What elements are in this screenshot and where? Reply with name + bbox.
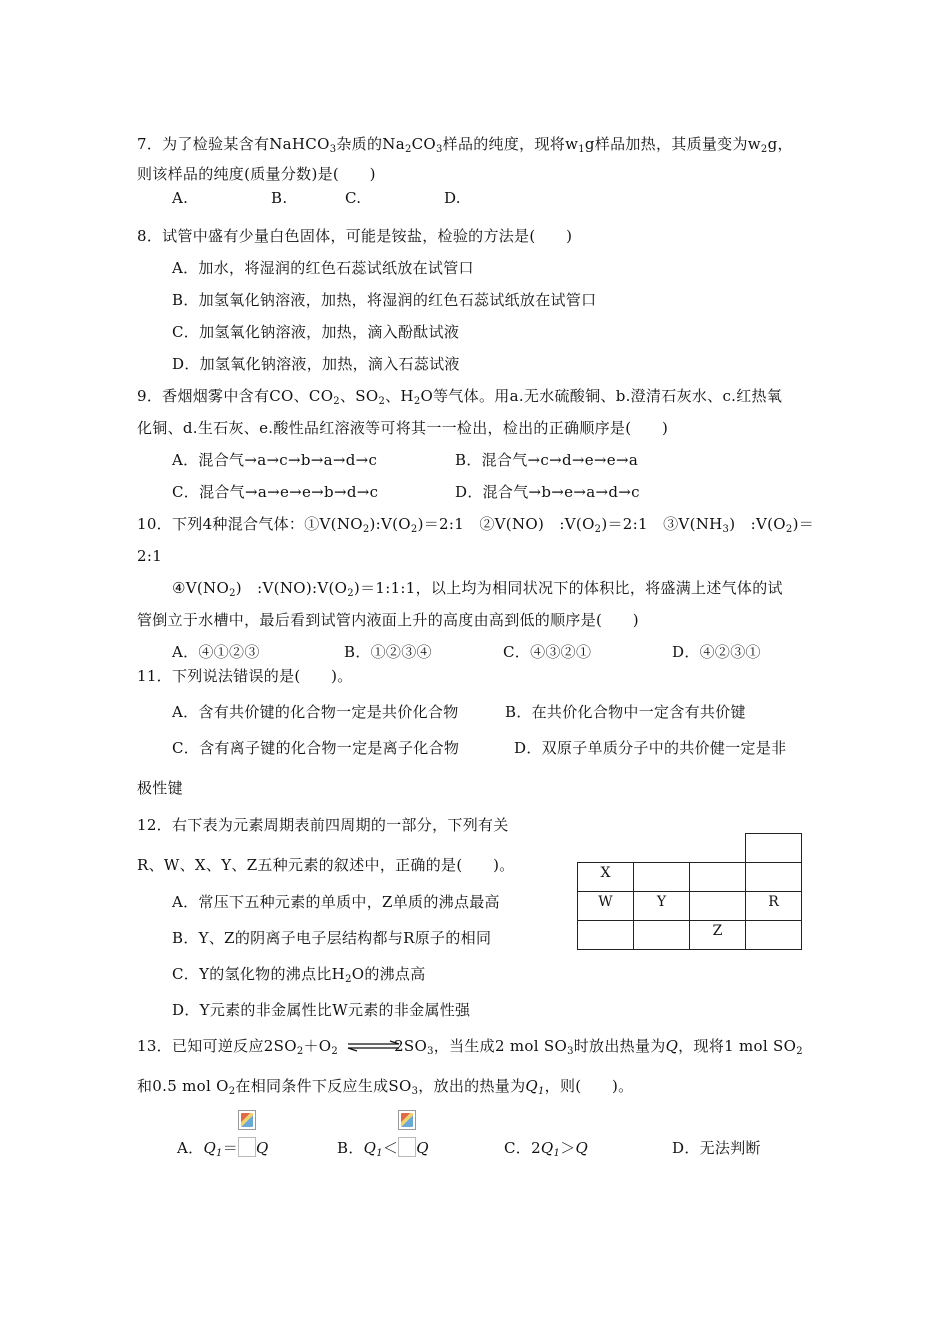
subscript: 3 [435,144,443,155]
var-q1: Q [203,1139,217,1157]
table-cell [746,863,802,892]
q10-line4: 管倒立于水槽中，最后看到试管内液面上升的高度由高到低的顺序是( ) [137,611,639,629]
q11-option-d-cont: 极性键 [137,779,183,797]
q7-text: 样品的纯度，现将 [442,135,566,153]
subscript: 2 [404,144,412,155]
q10-line1 [137,513,814,535]
subscript: 2 [594,524,602,535]
relation-symbol: ＞ [560,1139,576,1157]
q9-line1 [137,385,782,407]
q10-text: ④V(NO [172,579,230,597]
subscript: 2 [347,588,354,599]
table-cell [746,921,802,950]
q12-line2: R、W、X、Y、Z五种元素的叙述中，正确的是( )。 [137,856,515,874]
q12-option-a: A．常压下五种元素的单质中，Z单质的沸点最高 [172,893,500,911]
q11-option-b: B．在共价化合物中一定含有共价键 [505,703,746,721]
q10-option-a: A．④①②③ [172,643,260,661]
subscript: 1 [553,1148,561,1159]
q11-option-a: A．含有共价键的化合物一定是共价化合物 [172,703,459,721]
table-cell-x: X [578,863,634,892]
q10-text: )＝2:1 ③V(NH [601,515,723,533]
table-cell [634,834,690,863]
q13-line2 [137,1075,633,1097]
subscript: 3 [567,1046,574,1057]
q9-line2: 化铜、d.生石灰、e.酸性品红溶液等可将其一一检出，检出的正确顺序是( ) [137,419,669,437]
subscript: 1 [538,1086,545,1097]
q8-option-b: B．加氢氧化钠溶液，加热，将湿润的红色石蕊试纸放在试管口 [172,291,597,309]
subscript: 2 [410,524,418,535]
q7-option-d: D. [444,189,461,207]
q10-text: )＝2:1 ②V(NO) :V(O [417,515,595,533]
subscript: 3 [411,1086,419,1097]
q11-option-c: C．含有离子键的化合物一定是离子化合物 [172,739,460,757]
q8-stem: 8．试管中盛有少量白色固体，可能是铵盐，检验的方法是( ) [137,227,573,245]
q13-text: ＋O [303,1037,332,1055]
q13-option-a [177,1137,269,1159]
fraction-placeholder [398,1137,416,1157]
var-q1: Q [525,1077,538,1095]
broken-image-icon [238,1110,256,1130]
periodic-table-fragment [577,833,802,950]
q11-stem: 11．下列说法错误的是( )。 [137,667,353,685]
q12-text: C．Y的氢化物的沸点比H [172,965,346,983]
q7-option-b: B. [271,189,288,207]
var-q: Q [416,1139,429,1157]
q10-text: ):V(O [369,515,411,533]
q13-text: B． [337,1139,364,1157]
fraction-placeholder [238,1137,256,1157]
q9-option-b: B．混合气→c→d→e→e→a [455,451,639,469]
var-w1: w [565,135,579,153]
table-cell [746,834,802,863]
formula-na2co3: Na [382,135,405,153]
q10-option-b: B．①②③④ [344,643,432,661]
subscript: 2 [413,396,421,407]
table-cell-y: Y [634,892,690,921]
q12-option-c [172,963,426,985]
q10-option-c: C．④③②① [503,643,592,661]
subscript: 1 [376,1148,383,1159]
q12-text: O的沸点高 [351,965,426,983]
q9-option-a: A．混合气→a→c→b→a→d→c [172,451,378,469]
q10-line3 [172,577,783,599]
subscript: 2 [333,396,340,407]
q9-text: 、SO [339,387,379,405]
q8-option-a: A．加水，将湿润的红色石蕊试纸放在试管口 [172,259,474,277]
q8-option-c: C．加氢氧化钠溶液，加热，滴入酚酞试液 [172,323,460,341]
q7-option-a: A. [172,189,189,207]
subscript: 2 [378,396,386,407]
relation-symbol: ＜ [382,1139,399,1157]
q12-option-d: D．Y元素的非金属性比W元素的非金属性强 [172,1001,471,1019]
subscript: 2 [345,974,352,985]
table-cell [690,834,746,863]
table-cell [578,921,634,950]
var-q: Q [665,1037,679,1055]
q12-option-b: B．Y、Z的阴离子电子层结构都与R原子的相同 [172,929,492,947]
q7-text: g样品加热，其质量变为 [584,135,748,153]
q9-option-d: D．混合气→b→e→a→d→c [455,483,640,501]
q10-text: ) :V(O [729,515,786,533]
q9-text: 、H [385,387,414,405]
subscript: 2 [785,524,793,535]
subscript: 2 [760,144,768,155]
q13-text: ，放出的热量为 [418,1077,526,1095]
table-cell-r: R [746,892,802,921]
q7-text: g， [767,135,793,153]
q10-text: )＝1:1:1，以上均为相同状况下的体积比，将盛满上述气体的试 [353,579,783,597]
q13-text: 2SO [394,1037,428,1055]
q13-option-d: D．无法判断 [672,1139,761,1157]
q10-text: 10．下列4种混合气体：①V(NO [137,515,363,533]
relation-symbol: ＝ [222,1139,239,1157]
formula-na2co3: CO [411,135,436,153]
table-cell [578,834,634,863]
formula-nahco3: NaHCO [269,135,330,153]
q13-text: 时放出热量为 [573,1037,666,1055]
subscript: 1 [216,1148,223,1159]
q13-text: C．2 [504,1139,541,1157]
q13-text: ，现将1 mol SO [678,1037,797,1055]
q7-line1 [137,133,793,155]
q7-text: 杂质的 [336,135,383,153]
var-q: Q [256,1139,269,1157]
var-q1: Q [363,1139,377,1157]
subscript: 2 [331,1046,339,1057]
q13-text: 13．已知可逆反应2SO [137,1037,297,1055]
q8-option-d: D．加氢氧化钠溶液，加热，滴入石蕊试液 [172,355,460,373]
q7-option-c: C. [345,189,362,207]
table-cell-w: W [578,892,634,921]
q9-text: 9．香烟烟雾中含有CO、CO [137,387,334,405]
subscript: 1 [578,144,585,155]
subscript: 3 [722,524,730,535]
q7-line2: 则该样品的纯度(质量分数)是( ) [137,165,376,183]
var-w2: w [747,135,761,153]
table-cell [634,863,690,892]
q13-text: A． [177,1139,204,1157]
subscript: 3 [329,144,337,155]
q13-text: ，则( )。 [544,1077,634,1095]
q13-line1 [137,1035,803,1057]
q13-option-b [337,1137,429,1159]
q10-text: ) :V(NO):V(O [235,579,348,597]
q13-option-c [504,1137,588,1159]
subscript: 2 [796,1046,803,1057]
table-cell-z: Z [690,921,746,950]
subscript: 2 [228,1086,236,1097]
table-cell [634,921,690,950]
q13-text: 和0.5 mol O [137,1077,229,1095]
q10-text: )＝ [792,515,815,533]
q10-option-d: D．④②③① [672,643,761,661]
q12-line1: 12．右下表为元素周期表前四周期的一部分，下列有关 [137,816,509,834]
reversible-arrow-icon [346,1040,401,1052]
subscript: 2 [296,1046,304,1057]
broken-image-icon [398,1110,416,1130]
q11-option-d: D．双原子单质分子中的共价健一定是非 [514,739,787,757]
table-cell [690,863,746,892]
q7-text: 7．为了检验某含有 [137,135,270,153]
subscript: 2 [229,588,236,599]
q10-line2: 2:1 [137,547,163,565]
var-q: Q [575,1139,589,1157]
table-cell [690,892,746,921]
q9-option-c: C．混合气→a→e→e→b→d→c [172,483,379,501]
var-q1: Q [540,1139,554,1157]
q13-text: ，当生成2 mol SO [433,1037,568,1055]
subscript: 3 [427,1046,434,1057]
subscript: 2 [362,524,370,535]
q13-text: 在相同条件下反应生成SO [235,1077,412,1095]
q9-text: O等气体。用a.无水硫酸铜、b.澄清石灰水、c.红热氧 [420,387,783,405]
